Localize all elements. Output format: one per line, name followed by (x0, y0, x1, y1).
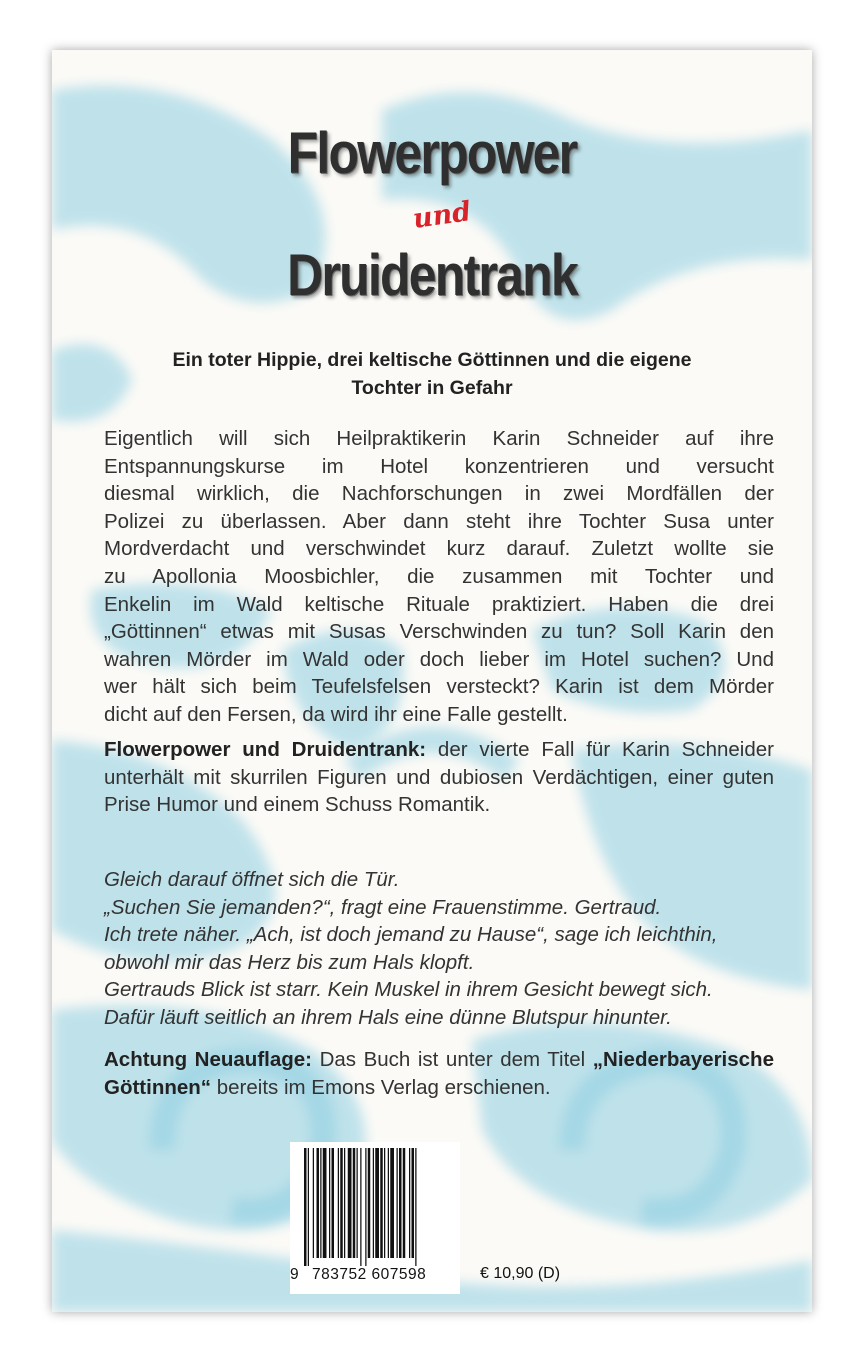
barcode-bar (308, 1148, 309, 1266)
blurb-line: Eigentlich will sich Heilpraktikerin Karin Schneider auf ihre (104, 427, 774, 450)
blurb-line: dicht auf den Fersen, da wird ihr eine Falle gestellt. (104, 702, 568, 726)
barcode-bar (353, 1148, 356, 1258)
barcode-bar (412, 1148, 415, 1258)
barcode-bar (320, 1148, 321, 1258)
blurb-line: diesmal wirklich, die Nachforschungen in zwei Mordfällen der (104, 482, 774, 506)
excerpt-line: Dafür läuft seitlich an ihrem Hals eine dünne Blutspur hinunter. (104, 1005, 672, 1029)
barcode-bar (399, 1148, 402, 1258)
barcode-bar (357, 1148, 358, 1258)
barcode-bar (388, 1148, 389, 1258)
price-label: € 10,90 (D) (480, 1265, 561, 1282)
book-back-cover (52, 50, 812, 1312)
barcode-bar (313, 1148, 314, 1258)
excerpt-line: obwohl mir das Herz bis zum Hals klopft. (104, 950, 475, 974)
previous-title: „Niederbayerische Göttinnen“ (104, 1048, 774, 1099)
blurb-line: Entspannungskurse im Hotel konzentrieren und versucht (104, 454, 774, 478)
blurb-line: wahren Mörder im Wald oder doch lieber im Hotel suchen? Und (104, 647, 774, 671)
barcode-bar (304, 1148, 307, 1266)
blurb-line: Polizei zu überlassen. Aber dann steht ihre Tochter Susa unter (104, 509, 774, 533)
barcode (290, 1142, 460, 1294)
isbn-first-digit: 9 (290, 1266, 300, 1283)
subtitle-line-2: Tochter in Gefahr (351, 377, 513, 399)
title-line-1: Flowerpower (287, 121, 577, 186)
reissue-text-1: Das Buch ist unter dem Titel (312, 1048, 593, 1071)
reissue-text-2: bereits im Emons Verlag erschienen. (211, 1075, 551, 1099)
barcode-bar (390, 1148, 394, 1258)
excerpt-line: Ich trete näher. „Ach, ist doch jemand zu Hause“, sage ich leichthin, (104, 923, 718, 947)
blurb-paragraph (104, 425, 774, 729)
barcode-bar (329, 1148, 330, 1258)
barcode-bar (344, 1148, 345, 1258)
blurb-line: Enkelin im Wald keltische Rituale praktiziert. Haben die drei (104, 592, 774, 616)
barcode-bar (340, 1148, 343, 1258)
reissue-note (104, 1046, 774, 1101)
barcode-bar (338, 1148, 339, 1258)
barcode-bar (365, 1148, 366, 1266)
blurb-line: „Göttinnen“ etwas mit Susas Verschwinden zu tun? Soll Karin den (104, 620, 774, 644)
subtitle-line-1: Ein toter Hippie, drei keltische Göttinnen und die eigene (172, 349, 692, 371)
series-note-text: der vierte Fall für Karin Schneider unterhält mit skurrilen Figuren und dubiosen Verdächtigen, einer guten Prise Humor und einem Schuss Romantik. (104, 738, 774, 817)
barcode-bar (409, 1148, 410, 1258)
barcode-bar (415, 1148, 416, 1266)
isbn-digits: 783752 607598 (312, 1266, 427, 1283)
title-line-2: Druidentrank (287, 243, 577, 308)
barcode-bar (373, 1148, 374, 1258)
excerpt-line: „Suchen Sie jemanden?“, fragt eine Frauenstimme. Gertraud. (104, 895, 662, 919)
barcode-bar (368, 1148, 371, 1258)
blurb-line: zu Apollonia Moosbichler, die zusammen mit Tochter und (104, 564, 774, 588)
barcode-bar (360, 1148, 361, 1266)
reissue-label: Achtung Neuauflage: (104, 1048, 313, 1071)
blurb-line: wer hält sich beim Teufelsfelsen versteckt? Karin ist dem Mörder (104, 675, 774, 699)
barcode-bar (380, 1148, 383, 1258)
blurb-line: Mordverdacht und verschwindet kurz darauf. Zuletzt wollte sie (104, 537, 774, 561)
barcode-bars (302, 1148, 454, 1266)
excerpt (104, 866, 774, 1032)
barcode-bar (323, 1148, 327, 1258)
barcode-bar (403, 1148, 406, 1258)
series-note (104, 736, 774, 819)
series-note-title: Flowerpower und Druidentrank: (104, 738, 427, 761)
subtitle (112, 346, 752, 402)
excerpt-line: Gleich darauf öffnet sich die Tür. (104, 868, 400, 891)
excerpt-line: Gertrauds Blick ist starr. Kein Muskel in ihrem Gesicht bewegt sich. (104, 978, 713, 1002)
barcode-bar (384, 1148, 385, 1258)
barcode-bar (332, 1148, 335, 1258)
title-connector: und (411, 196, 473, 235)
barcode-bar (375, 1148, 379, 1258)
barcode-bar (397, 1148, 398, 1258)
barcode-bar (348, 1148, 352, 1258)
barcode-bar (317, 1148, 320, 1258)
